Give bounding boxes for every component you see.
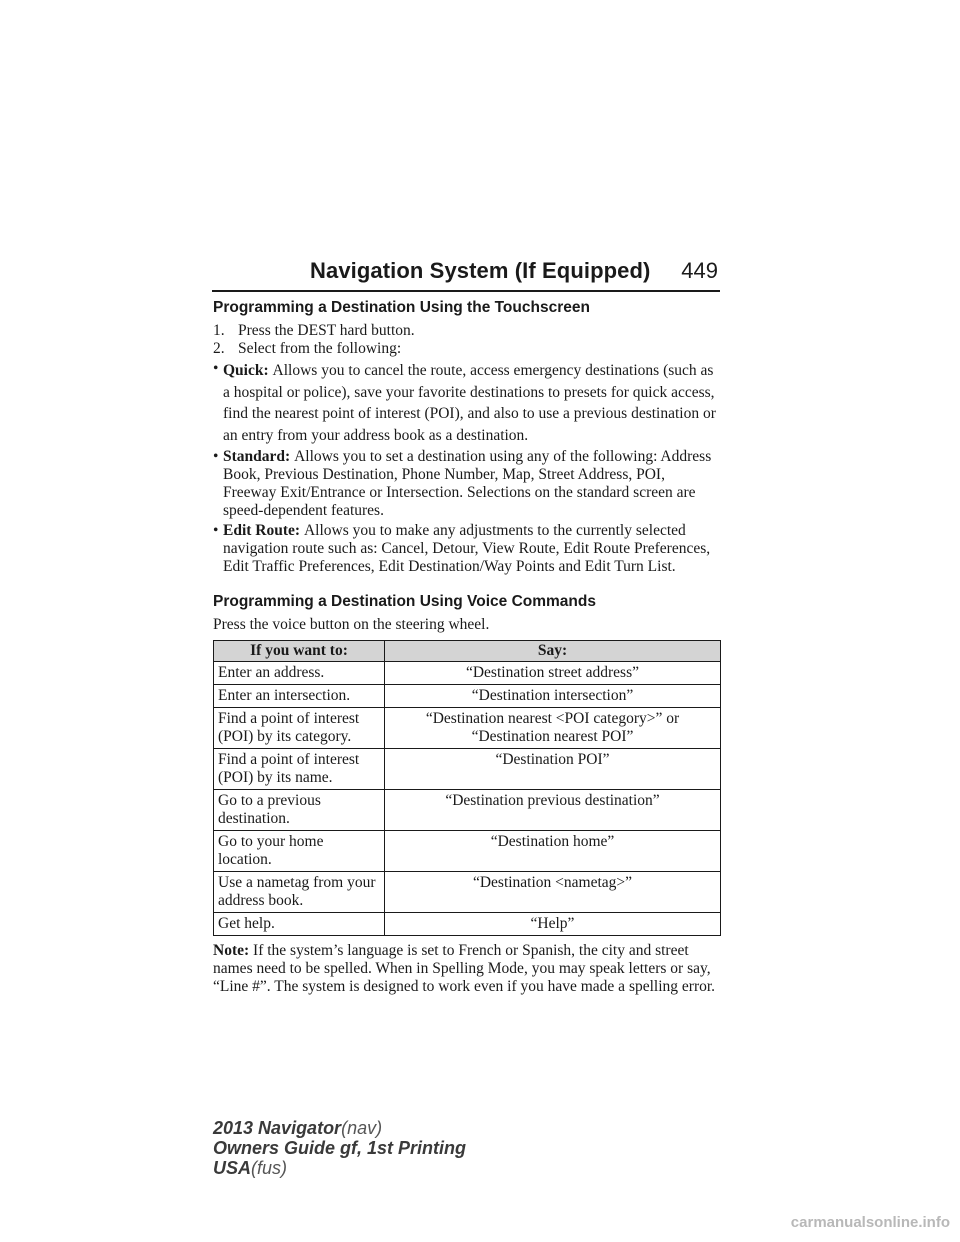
step-number: 1.: [213, 322, 225, 339]
table-row: [214, 749, 721, 790]
table-row: [214, 913, 721, 936]
bullet-item-edit-route: [213, 522, 721, 576]
bullet-text: Allows you to cancel the route, access emergency destinations (such as a hospital or police), save your favorite destinations to presets for quick access, find the nearest point of interest (POI), and also to use a previous destination or an entry from your address book as a destination.: [223, 362, 716, 444]
table-row: [214, 708, 721, 749]
table-cell-command: “Destination <nametag>”: [385, 872, 721, 913]
section-heading-touchscreen: Programming a Destination Using the Touchscreen: [213, 299, 590, 316]
step-text: Press the DEST hard button.: [238, 322, 415, 339]
note-paragraph: [213, 942, 721, 996]
voice-command-table: [213, 640, 721, 936]
table-cell-action: Go to your home location.: [214, 831, 385, 872]
note-text: If the system’s language is set to French or Spanish, the city and street names need to be spelled. When in Spelling Mode, you may speak letters or say, “Line #”. The system is designed to work even if you have made a spelling error.: [213, 942, 716, 995]
bullet-label: Quick:: [223, 362, 269, 379]
table-cell-command: “Destination nearest <POI category>” or “Destination nearest POI”: [385, 708, 721, 749]
bullet-label: Edit Route:: [223, 522, 301, 539]
footer-model: 2013 Navigator: [213, 1118, 342, 1138]
print-footer: [213, 1118, 466, 1178]
table-cell-action: Find a point of interest (POI) by its category.: [214, 708, 385, 749]
footer-market: USA: [213, 1158, 252, 1178]
page-content: [213, 298, 721, 996]
watermark-text: carmanualsonline.info: [790, 1214, 950, 1231]
step-item: [213, 340, 721, 358]
step-item: [213, 322, 721, 340]
section-heading-voice: Programming a Destination Using Voice Commands: [213, 593, 596, 610]
table-row: [214, 790, 721, 831]
header-title: Navigation System (If Equipped): [310, 258, 651, 283]
page-number: 449: [681, 258, 718, 283]
bullet-label: Standard:: [223, 448, 291, 465]
page-header: [212, 258, 720, 292]
table-row: [214, 685, 721, 708]
bullet-item-standard: [213, 448, 721, 520]
table-cell-action: Get help.: [214, 913, 385, 936]
table-header-cell: Say:: [385, 641, 721, 662]
table-row: [214, 831, 721, 872]
footer-market-code: (fus): [251, 1158, 288, 1178]
table-row: [214, 872, 721, 913]
bullet-icon: •: [213, 360, 219, 377]
table-cell-action: Use a nametag from your address book.: [214, 872, 385, 913]
table-header-row: [214, 641, 721, 662]
table-cell-command: “Help”: [385, 913, 721, 936]
bullet-item-quick: [213, 360, 721, 446]
note-label: Note:: [213, 942, 250, 959]
table-cell-action: Enter an address.: [214, 662, 385, 685]
section-intro: Press the voice button on the steering wheel.: [213, 616, 490, 633]
table-row: [214, 662, 721, 685]
step-number: 2.: [213, 340, 225, 357]
table-cell-action: Enter an intersection.: [214, 685, 385, 708]
table-cell-command: “Destination intersection”: [385, 685, 721, 708]
bullet-text: Allows you to make any adjustments to the currently selected navigation route such as: Cancel, Detour, View Route, Edit Route Preferences, Edit Traffic Preferences, Edit Destination/Way Points and Edit Turn List.: [223, 522, 711, 575]
footer-edition: Owners Guide gf, 1st Printing: [213, 1138, 467, 1158]
table-cell-command: “Destination POI”: [385, 749, 721, 790]
table-cell-action: Go to a previous destination.: [214, 790, 385, 831]
table-cell-command: “Destination previous destination”: [385, 790, 721, 831]
step-text: Select from the following:: [238, 340, 402, 357]
table-header-cell: If you want to:: [214, 641, 385, 662]
table-cell-command: “Destination street address”: [385, 662, 721, 685]
bullet-icon: •: [213, 448, 219, 465]
footer-model-code: (nav): [341, 1118, 383, 1138]
table-cell-action: Find a point of interest (POI) by its name.: [214, 749, 385, 790]
table-cell-command: “Destination home”: [385, 831, 721, 872]
bullet-icon: •: [213, 522, 219, 539]
bullet-text: Allows you to set a destination using any of the following: Address Book, Previous Destination, Phone Number, Map, Street Address, POI, Freeway Exit/Entrance or Intersection. Selections on the standard screen are speed-dependent features.: [223, 448, 712, 519]
